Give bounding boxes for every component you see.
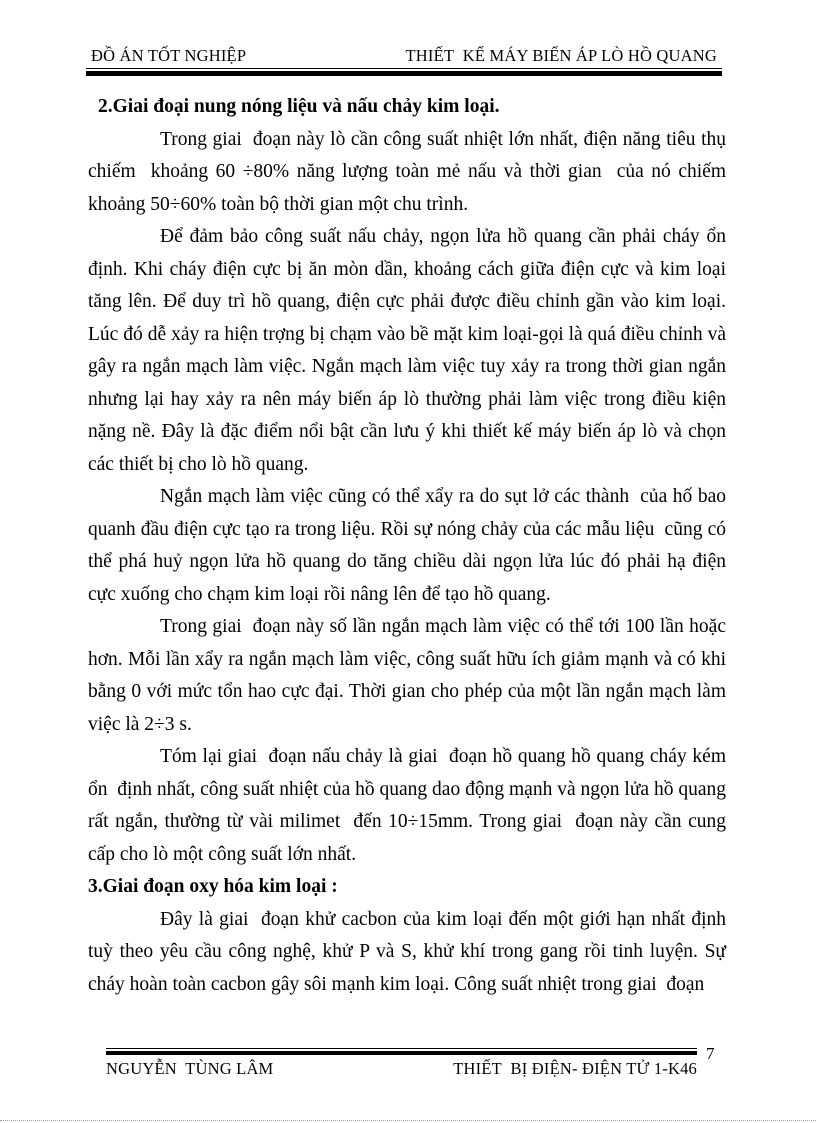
header-left-title: ĐỒ ÁN TỐT NGHIỆP xyxy=(91,46,247,65)
section-heading-2: 2.Giai đoại nung nóng liệu và nấu chảy kim loại. xyxy=(98,96,500,117)
footer-text-row xyxy=(106,1059,697,1079)
section-heading-3: 3.Giai đoạn oxy hóa kim loại : xyxy=(88,876,338,897)
page-number: 7 xyxy=(706,1044,715,1063)
footer-class-label: THIẾT BỊ ĐIỆN- ĐIỆN TỬ 1-K46 xyxy=(453,1059,697,1078)
header-rule-thin xyxy=(86,68,722,69)
paragraph-4: Trong giai đoạn này số lần ngắn mạch làm việc có thể tới 100 lần hoặc hơn. Mỗi lần xẩy ra ngắn mạch làm việc, công suất hữu ích giảm mạnh và có khi bằng 0 với mức tổn hao cực đại. Thời gian cho phép của một lần ngắn mạch làm việc là 2÷3 s. xyxy=(88,616,726,735)
paragraph-3: Ngắn mạch làm việc cũng có thể xẩy ra do sụt lở các thành của hố bao quanh đầu điện cực tạo ra trong liệu. Rồi sự nóng chảy của các mẫu liệu cũng có thể phá huỷ ngọn lửa hồ quang do tăng chiều dài ngọn lửa lúc đó phải hạ điện cực xuống cho chạm kim loại rồi nâng lên để tạo hồ quang. xyxy=(88,486,726,605)
header-text-row xyxy=(86,46,722,66)
paragraph-5: Tóm lại giai đoạn nấu chảy là giai đoạn hồ quang hồ quang cháy kém ổn định nhất, công suất nhiệt của hồ quang dao động mạnh và ngọn lửa hồ quang rất ngắn, thường từ vài milimet đến 10÷15mm. Trong giai đoạn này cần cung cấp cho lò một công suất lớn nhất. xyxy=(88,746,726,865)
header-rule-thick xyxy=(86,71,722,76)
paragraph-2: Để đảm bảo công suất nấu chảy, ngọn lửa hồ quang cần phải cháy ổn định. Khi cháy điện cực bị ăn mòn dần, khoảng cách giữa điện cực và kim loại tăng lên. Để duy trì hồ quang, điện cực phải được điều chỉnh gần vào kim loại. Lúc đó dễ xảy ra hiện trợng bị chạm vào bề mặt kim loại-gọi là quá điều chỉnh và gây ra ngắn mạch làm việc. Ngắn mạch làm việc tuy xảy ra trong thời gian ngắn nhưng lại hay xảy ra nên máy biến áp lò thường phải làm việc trong điều kiện nặng nề. Đây là đặc điểm nổi bật cần lưu ý khi thiết kế máy biến áp lò và chọn các thiết bị cho lò hồ quang. xyxy=(88,226,726,475)
footer-rule-thin xyxy=(106,1048,697,1049)
header-right-title: THIẾT KẾ MÁY BIẾN ÁP LÒ HỒ QUANG xyxy=(405,46,717,65)
paragraph-6: Đây là giai đoạn khử cacbon của kim loại đến một giới hạn nhất định tuỳ theo yêu cầu công nghệ, khử P và S, khử khí trong gang rồi tinh luyện. Sự cháy hoàn toàn cacbon gây sôi mạnh kim loại. Công suất nhiệt trong giai đoạn xyxy=(88,908,726,995)
footer-author-name: NGUYỄN TÙNG LÂM xyxy=(106,1059,274,1078)
page-boundary-dotted-line xyxy=(0,1120,816,1121)
page-header xyxy=(86,46,722,76)
document-body xyxy=(88,91,726,1001)
paragraph-1: Trong giai đoạn này lò cần công suất nhiệt lớn nhất, điện năng tiêu thụ chiếm khoảng 60 ÷80% năng lượng toàn mẻ nấu và thời gian của nó chiếm khoảng 50÷60% toàn bộ thời gian một chu trình. xyxy=(88,128,726,215)
footer-rule-thick xyxy=(106,1051,697,1055)
page-footer xyxy=(106,1046,697,1079)
